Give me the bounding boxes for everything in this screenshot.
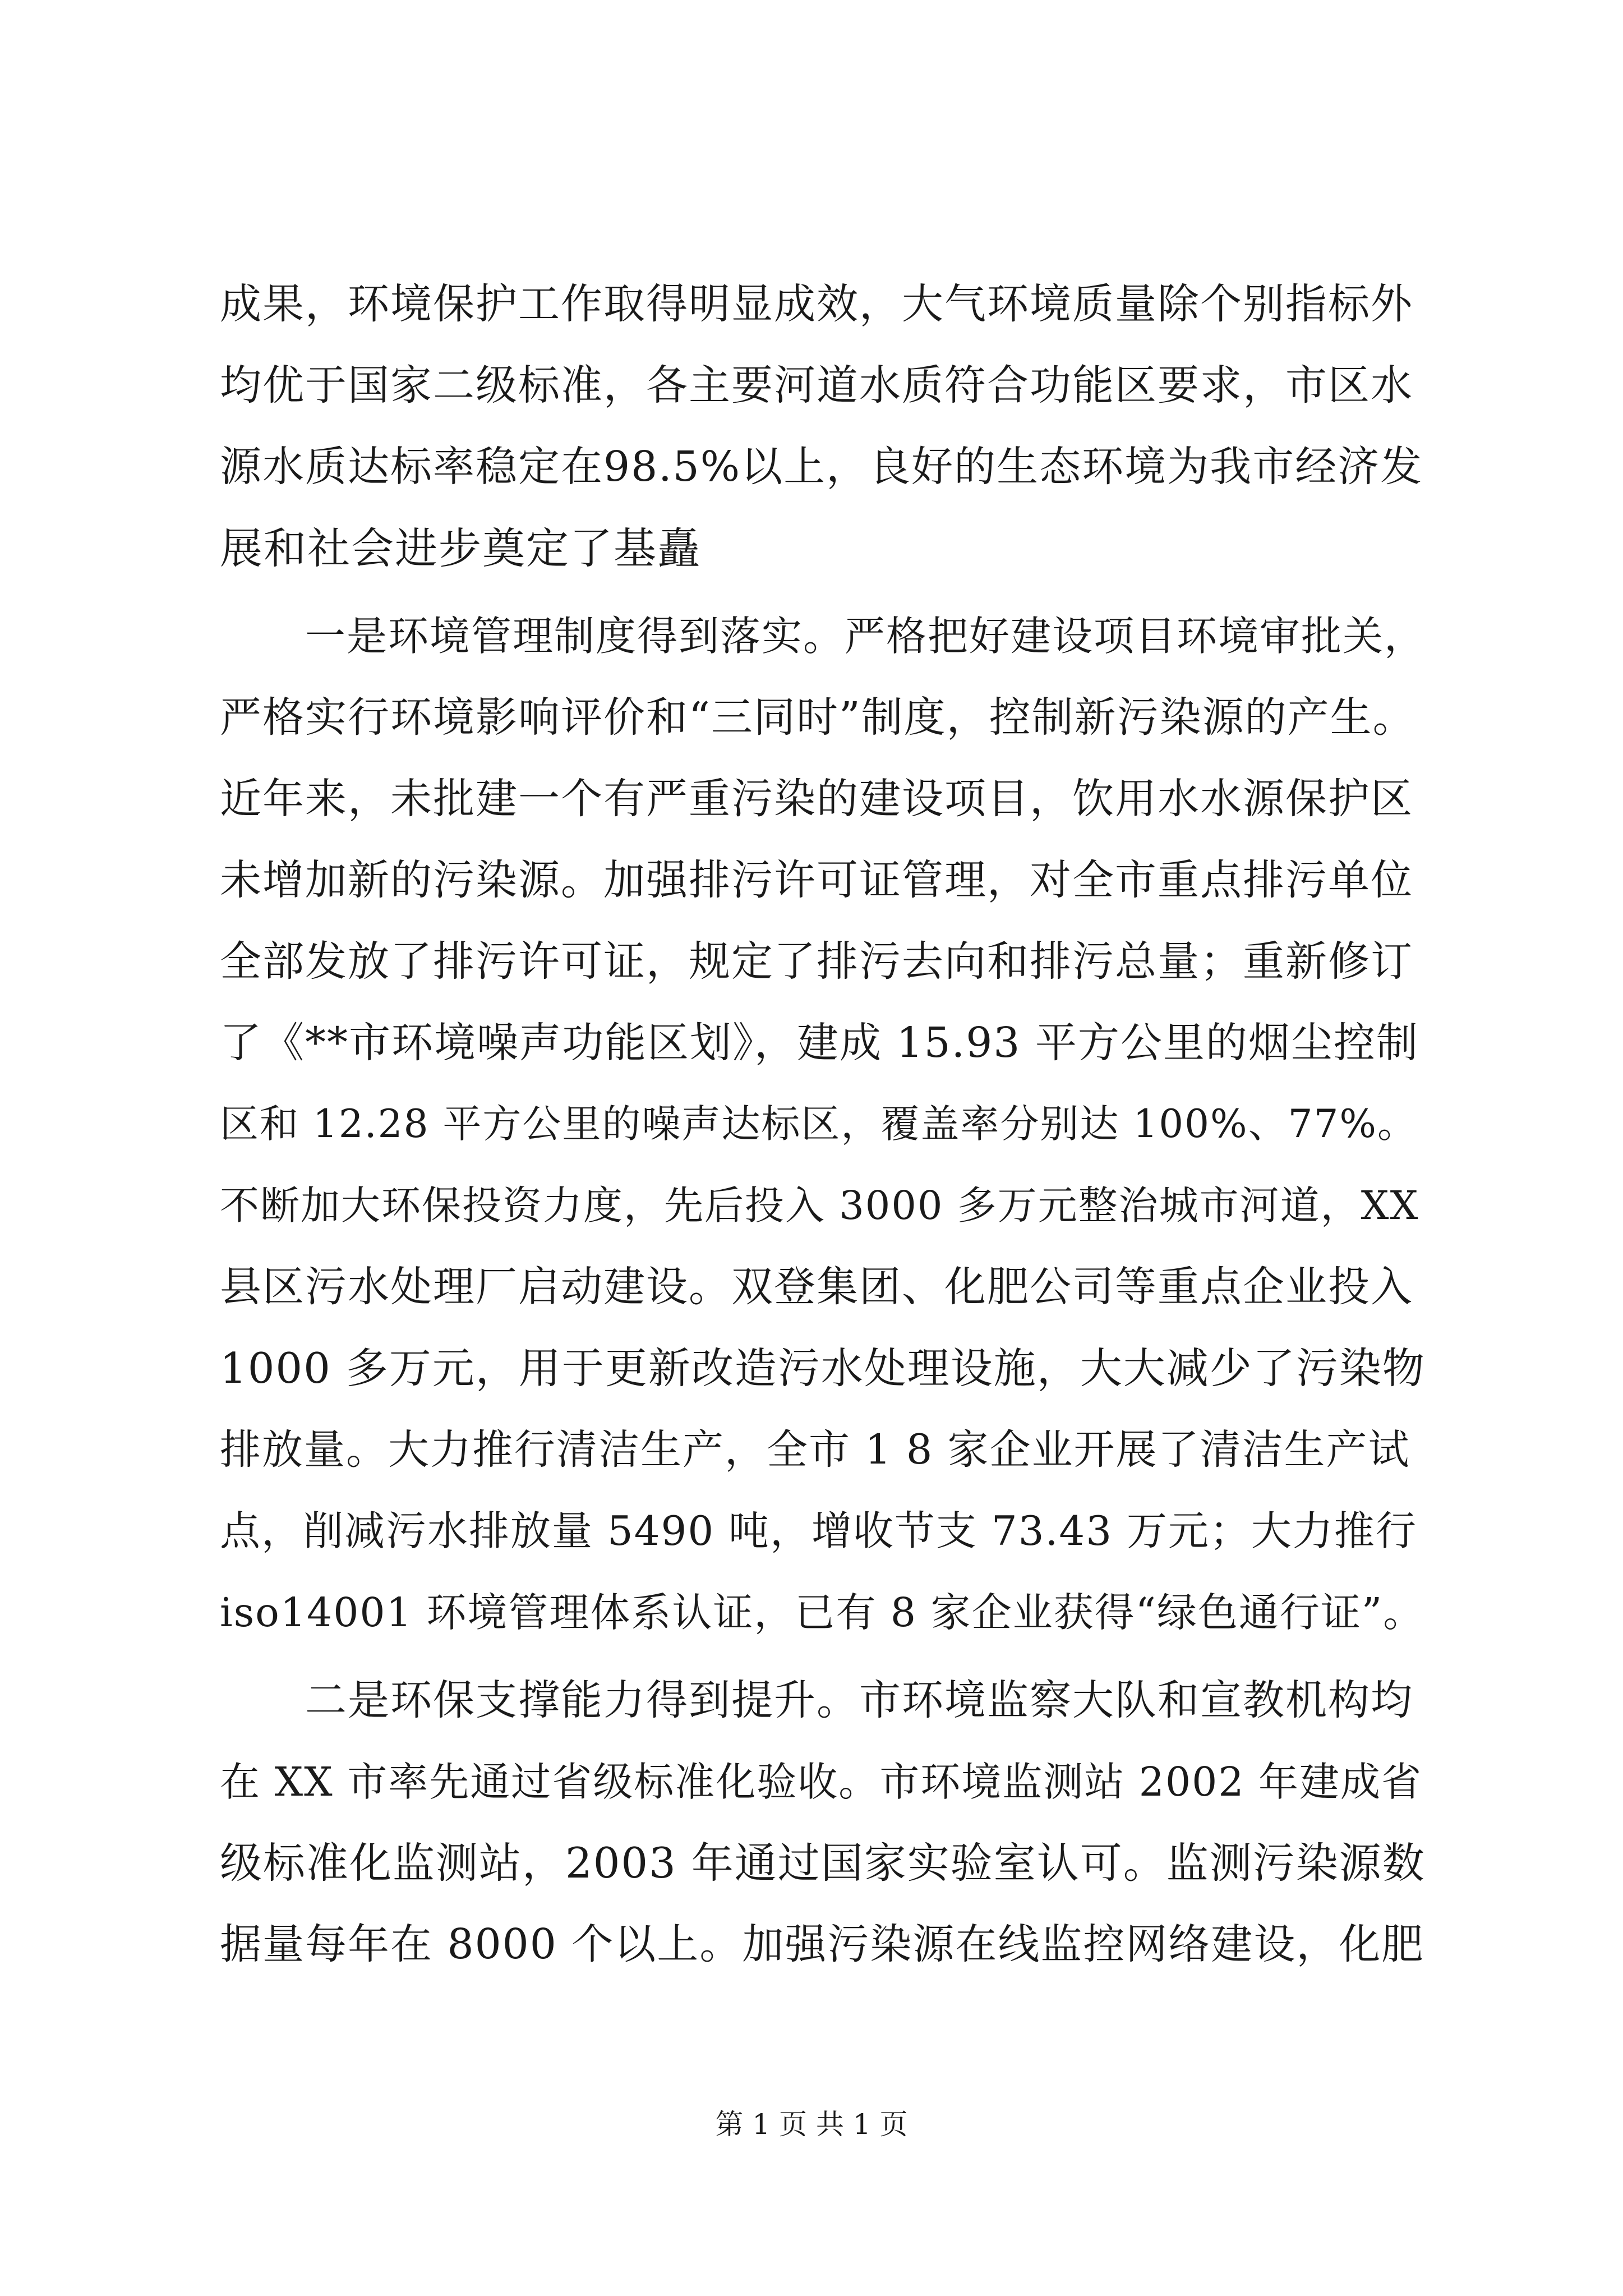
paragraph (220, 596, 1426, 1653)
text-line: 县区污水处理厂启动建设。双登集团、化肥公司等重点企业投入 (220, 1263, 1413, 1311)
text-line: 区和 12.28 平方公里的噪声达标区，覆盖率分别达 100%、77%。 (220, 1102, 1417, 1147)
text-line: 成果，环境保护工作取得明显成效，大气环境质量除个别指标外 (220, 280, 1413, 328)
document-body (220, 264, 1426, 1985)
text-line: 均优于国家二级标准，各主要河道水质符合功能区要求，市区水 (220, 361, 1413, 409)
text-line: 点，削减污水排放量 5490 吨，增收节支 73.43 万元；大力推行 (220, 1507, 1417, 1554)
text-line: iso14001 环境管理体系认证，已有 8 家企业获得“绿色通行证”。 (220, 1589, 1424, 1636)
text-line: 严格实行环境影响评价和“三同时”制度，控制新污染源的产生。 (220, 693, 1415, 742)
text-line: 近年来，未批建一个有严重污染的建设项目，饮用水水源保护区 (220, 775, 1413, 823)
text-line: 展和社会进步奠定了基矗 (220, 523, 701, 573)
paragraph (220, 1660, 1426, 1985)
text-line: 级标准化监测站，2003 年通过国家实验室认可。监测污染源数 (220, 1838, 1426, 1888)
text-line: 源水质达标率稳定在98.5%以上，良好的生态环境为我市经济发 (220, 443, 1423, 491)
text-line: 了《**市环境噪声功能区划》，建成 15.93 平方公里的烟尘控制 (220, 1019, 1419, 1067)
page-footer: 第 1 页 共 1 页 (715, 2108, 908, 2141)
text-line: 二是环保支撑能力得到提升。市环境监察大队和宣教机构均 (305, 1676, 1413, 1724)
paragraph-gap (220, 1653, 1426, 1660)
text-line: 全部发放了排污许可证，规定了排污去向和排污总量；重新修订 (220, 937, 1413, 986)
text-line: 一是环境管理制度得到落实。严格把好建设项目环境审批关， (305, 613, 1426, 660)
paragraph-gap (220, 589, 1426, 596)
text-line: 排放量。大力推行清洁生产，全市 1 8 家企业开展了清洁生产试 (220, 1426, 1410, 1474)
text-line: 在 XX 市率先通过省级标准化验收。市环境监测站 2002 年建成省 (220, 1759, 1423, 1805)
text-line: 未增加新的污染源。加强排污许可证管理，对全市重点排污单位 (220, 856, 1413, 904)
text-line: 据量每年在 8000 个以上。加强污染源在线监控网络建设，化肥 (220, 1920, 1424, 1968)
text-line: 1000 多万元，用于更新改造污水处理设施，大大减少了污染物 (220, 1343, 1426, 1393)
text-line: 不断加大环保投资力度，先后投入 3000 多万元整治城市河道，XX (220, 1182, 1419, 1228)
paragraph (220, 264, 1426, 589)
